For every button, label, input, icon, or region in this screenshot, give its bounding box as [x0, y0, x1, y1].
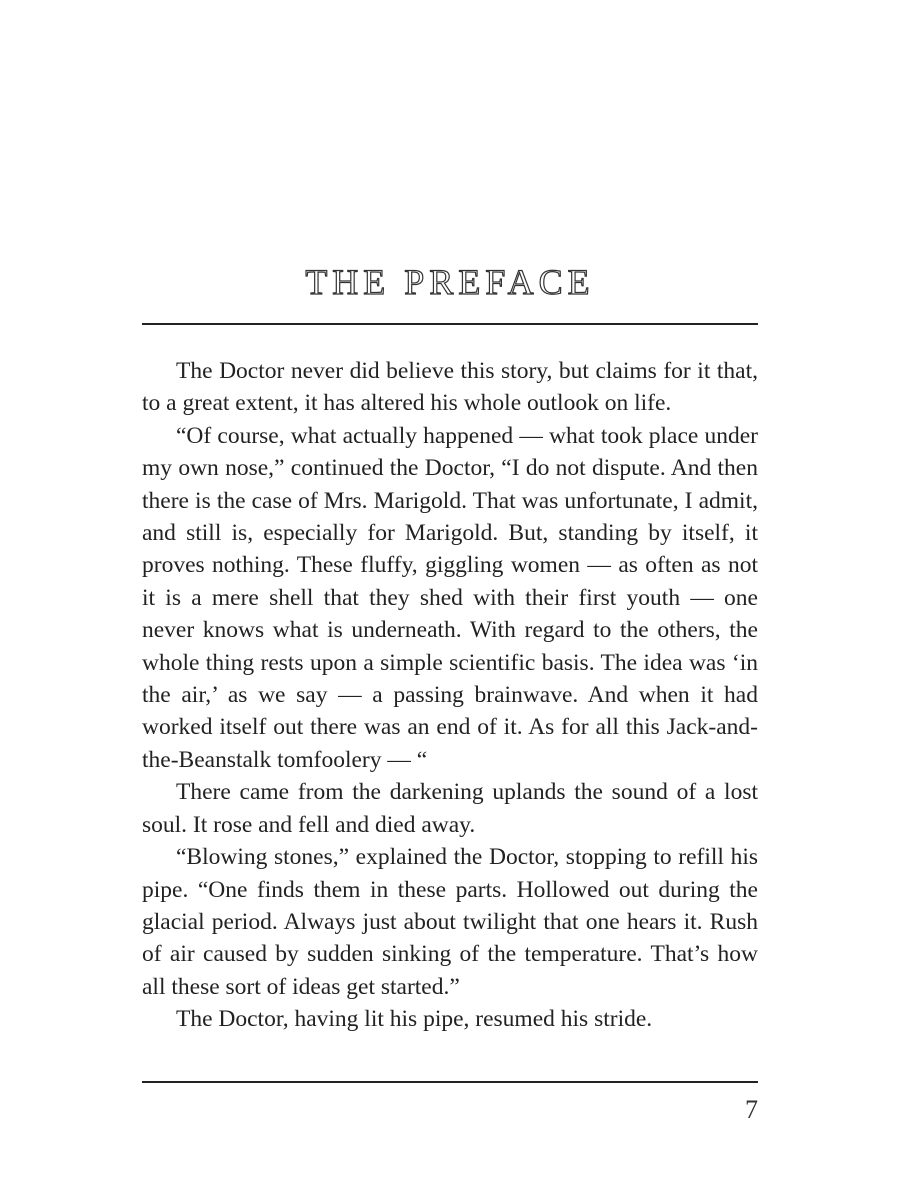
chapter-title: THE PREFACE	[305, 262, 595, 302]
paragraph: “Blowing stones,” explained the Doctor, stopping to refill his pipe. “One finds them in these parts. Hollowed out during the glacial period. Always just about twilight that one hears it. Rush of air caused by sudden sinking of the temperature. That’s how all these sort of ideas get started.”	[142, 844, 758, 1000]
paragraph: The Doctor, having lit his pipe, resumed his stride.	[176, 1006, 653, 1033]
footer-rule	[142, 1081, 758, 1083]
paragraph: The Doctor never did believe this story, but claims for it that, to a great extent, it has altered his whole outlook on life.	[142, 358, 758, 417]
title-rule	[142, 323, 758, 325]
paragraph: There came from the darkening uplands the sound of a lost soul. It rose and fell and died away.	[142, 779, 758, 838]
chapter-body	[142, 355, 758, 1036]
paragraph: “Of course, what actually happened — what took place under my own nose,” continued the Doctor, “I do not dispute. And then there is the case of Mrs. Marigold. That was unfortunate, I admit, and still is, especially for Marigold. But, standing by itself, it proves nothing. These fluffy, giggling women — as often as not it is a mere shell that they shed with their first youth — one never knows what is underneath. With regard to the others, the whole thing rests upon a simple scientific basis. The idea was ‘in the air,’ as we say — a passing brainwave. And when it had worked itself out there was an end of it. As for all this Jack-and-the-Beanstalk tomfoolery — “	[142, 422, 758, 773]
page-number: 7	[745, 1095, 758, 1124]
